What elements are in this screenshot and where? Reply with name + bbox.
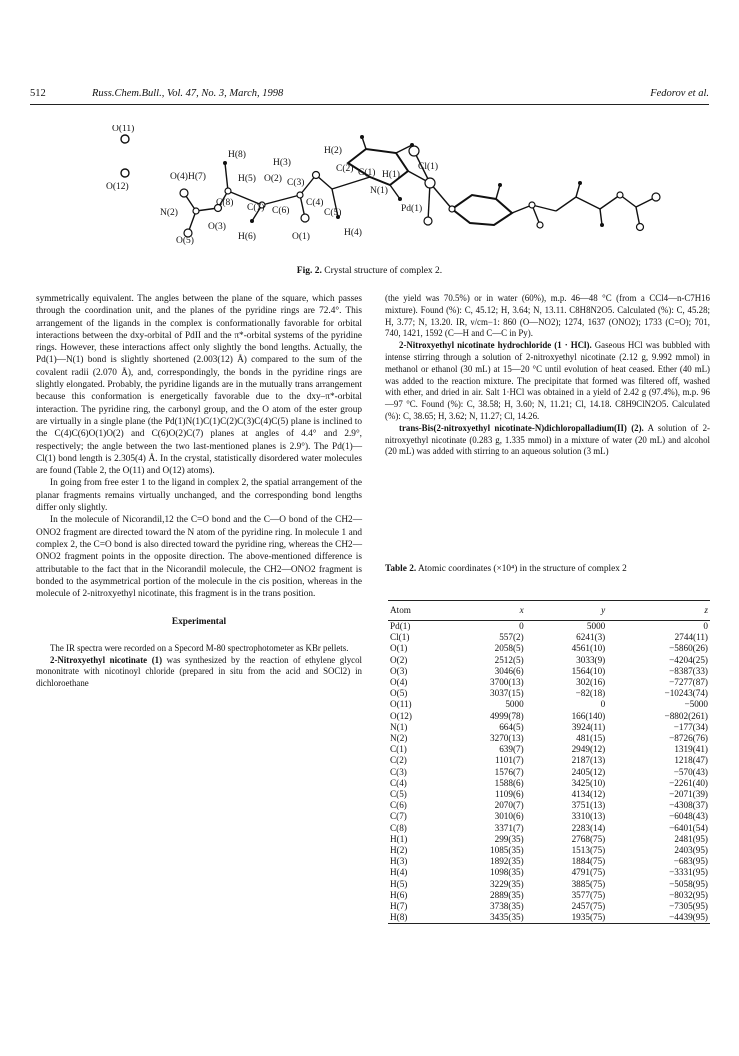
table-cell: O(5) bbox=[390, 688, 408, 699]
table-row bbox=[388, 621, 710, 633]
table-cell: 2283(14) bbox=[571, 822, 606, 833]
table-cell: 2744(11) bbox=[674, 632, 708, 643]
table-cell: −7305(95) bbox=[669, 901, 708, 912]
table-cell: 4999(78) bbox=[490, 710, 524, 721]
table-row bbox=[388, 755, 710, 766]
table-cell: 1884(75) bbox=[571, 856, 606, 867]
section-heading-experimental: Experimental bbox=[171, 617, 227, 628]
table-cell: 2058(5) bbox=[494, 643, 524, 654]
paragraph-text: A solution of 2-nitroxyethyl nicotinate (0.283 g, 1.335 mmol) in a mixture of water (20 mL) and alcohol (20 mL) was added with stirring to an aqueous solution (3 mL) bbox=[385, 422, 710, 457]
table-cell: H(1) bbox=[390, 833, 408, 844]
table-cell: −570(43) bbox=[673, 766, 708, 777]
table-cell: C(6) bbox=[390, 800, 407, 811]
table-row bbox=[388, 722, 710, 733]
table-cell: C(3) bbox=[390, 766, 407, 777]
right-column bbox=[385, 293, 710, 458]
label-c4: C(4) bbox=[306, 198, 324, 208]
table-cell: 3033(9) bbox=[576, 654, 606, 665]
table-cell: 2405(12) bbox=[571, 766, 606, 777]
table-cell: H(5) bbox=[390, 878, 408, 889]
table-row bbox=[388, 811, 710, 822]
table-cell: 1892(35) bbox=[490, 856, 524, 867]
table-cell: 3371(7) bbox=[494, 822, 524, 833]
table-cell: 3229(35) bbox=[490, 878, 524, 889]
label-c7: C(7) bbox=[247, 203, 265, 213]
table-cell: 4134(12) bbox=[571, 789, 606, 800]
molecule-drawing bbox=[100, 125, 680, 280]
table-cell: −2071(39) bbox=[669, 789, 708, 800]
table-cell: 0 bbox=[600, 699, 606, 710]
table-row bbox=[388, 767, 710, 778]
figure-caption-label: Fig. 2. bbox=[296, 266, 322, 276]
label-n2: N(2) bbox=[160, 208, 178, 218]
table-cell: −82(18) bbox=[575, 688, 606, 699]
table-cell: C(4) bbox=[390, 777, 407, 788]
atomic-coordinates-table bbox=[388, 600, 710, 924]
table-cell: H(2) bbox=[390, 845, 408, 856]
figure-caption bbox=[0, 266, 739, 276]
table-cell: C(5) bbox=[390, 789, 407, 800]
table-cell: 481(15) bbox=[576, 733, 606, 744]
paragraph: (the yield was 70.5%) or in water (60%), m.p. 46—48 °C (from a CCl4—n-C7H16 mixture). Found (%): C, 45.12; H, 3.64; N, 13.11. C8H8N2O5. Calculated (%): C, 45.28; H, 3.77; N, 13.20. IR, ν/cm−1: 860 (O—NO2); 1274, 1637 (ONO2); 1733 (C=O); 701, 740, 1421, 1592 (C—H and C—C in Py). bbox=[385, 293, 710, 339]
paragraph bbox=[385, 423, 710, 458]
table-cell: 3738(35) bbox=[490, 901, 524, 912]
left-column bbox=[36, 293, 362, 690]
label-h4: H(4) bbox=[344, 228, 362, 238]
table-cell: 1218(47) bbox=[674, 755, 708, 766]
table-cell: 1588(6) bbox=[494, 777, 524, 788]
label-h3: H(3) bbox=[273, 158, 291, 168]
label-h6: H(6) bbox=[238, 232, 256, 242]
table-cell: 3310(13) bbox=[571, 811, 606, 822]
paragraph: symmetrically equivalent. The angles between the plane of the square, which passes through the coordination unit, and the planes of the pyridine rings are 72.4°. This arrangement of the ligands in the complex is conformationally favorable for orbital interactions between the dxy-orbital of PdII and the π*-orbital systems of the pyridine rings. However, these interactions affect only slightly the bond lengths. Actually, the Pd(1)—N(1) bond is slightly shortened (2.003(12) Å) compared to the sum of the covalent radii (2.070 Å), and, correspondingly, the bonds in the pyridine rings are slightly elongated. Probably, the pyridine ligands are in the mutually trans arrangement because this conformation is energetically favorable due to the dxy–π*-orbital interaction. The pyridine ring, the carbonyl group, and the O atom of the ester group are virtually in a single plane (the Pd(1)N(1)C(1)C(2)C(3)C(4)C(5) plane is inclined to the C(4)C(6)O(1)O(2) and C(6)O(2)C(7) planes at angles of 4.4° and 2.9°, respectively; the angle between the two last-mentioned planes is 2.9°). The Pd(1)—Cl(1) bond length is 2.305(4) Å. In the crystal, statistically disordered water molecules are found (Table 2, the O(11) and O(12) atoms). bbox=[36, 294, 362, 477]
label-o11: O(11) bbox=[112, 125, 135, 134]
table-cell: 1319(41) bbox=[674, 744, 708, 755]
table-row bbox=[388, 643, 710, 654]
table-cell: O(3) bbox=[390, 665, 408, 676]
table-cell: −4204(25) bbox=[669, 654, 708, 665]
table-cell: −6048(43) bbox=[669, 811, 708, 822]
label-o4: O(4) bbox=[170, 172, 188, 182]
table-cell: −6401(54) bbox=[669, 822, 708, 833]
paragraph: In the molecule of Nicorandil,12 the C=O bond and the C—O bond of the CH2—ONO2 fragment are directed toward the N atom of the pyridine ring. In molecule 1 and complex 2, the C=O bond is also directed toward the pyridine ring, whereas the CH2—ONO2 fragment points in the opposite direction. The above-mentioned difference is attributable to the fact that in the Nicorandil molecule, the CH2—ONO2 fragment is bonded to the asymmetrical portion of the molecule in the cis position, whereas in the molecule of 2-nitroxyethyl nicotinate, this fragment is in the trans position. bbox=[36, 515, 362, 600]
table-row bbox=[388, 856, 710, 867]
table-cell: 3924(11) bbox=[571, 721, 606, 732]
table-cell: 664(5) bbox=[499, 721, 524, 732]
table-row bbox=[388, 800, 710, 811]
figure-crystal-structure bbox=[100, 125, 680, 280]
table-row bbox=[388, 834, 710, 845]
table-row bbox=[388, 733, 710, 744]
table-cell: 2403(95) bbox=[674, 845, 708, 856]
label-h8: H(8) bbox=[228, 150, 246, 160]
table-header-row bbox=[388, 601, 710, 621]
table-cell: C(7) bbox=[390, 811, 407, 822]
table-cell: 2457(75) bbox=[571, 901, 606, 912]
table-caption-label: Table 2. bbox=[385, 564, 417, 574]
table-caption bbox=[385, 563, 710, 575]
table-body bbox=[388, 621, 710, 924]
paragraph bbox=[385, 340, 710, 423]
table-cell: −8387(33) bbox=[669, 665, 708, 676]
figure-caption-text: Crystal structure of complex 2. bbox=[324, 266, 443, 276]
table-cell: 0 bbox=[519, 621, 524, 631]
table-cell: 3010(6) bbox=[494, 811, 524, 822]
table-cell: 1098(35) bbox=[490, 867, 524, 878]
table-row bbox=[388, 677, 710, 688]
table-row bbox=[388, 901, 710, 912]
table-cell: 302(16) bbox=[576, 677, 606, 688]
table-row bbox=[388, 823, 710, 834]
table-cell: 5000 bbox=[505, 699, 524, 710]
table-cell: C(8) bbox=[390, 822, 407, 833]
table-cell: −3331(95) bbox=[669, 867, 708, 878]
table-cell: 0 bbox=[703, 621, 708, 631]
table-cell: O(4) bbox=[390, 677, 408, 688]
table-cell: O(1) bbox=[390, 643, 408, 654]
table-cell: 2949(12) bbox=[571, 744, 606, 755]
table-row bbox=[388, 867, 710, 878]
table-cell: −683(95) bbox=[673, 856, 708, 867]
table-cell: 3577(75) bbox=[571, 889, 606, 900]
table-cell: 557(2) bbox=[499, 632, 524, 643]
table-caption-text: Atomic coordinates (×10⁴) in the structure of complex 2 bbox=[418, 564, 627, 574]
table-cell: O(11) bbox=[390, 699, 412, 710]
table-cell: 3046(6) bbox=[494, 665, 524, 676]
atom-o12 bbox=[121, 169, 129, 177]
column-header: Atom bbox=[388, 601, 444, 621]
label-h2: H(2) bbox=[324, 146, 342, 156]
table-row bbox=[388, 789, 710, 800]
paragraph-text: Gaseous HCl was bubbled with intense stirring through a solution of 2-nitroxyethyl nicotinate (2.12 g, 9.992 mmol) in methanol or ethanol (30 mL) at 15—20 °C until evolution of heat ceased. Ether (40 mL) was added to the reaction mixture. The precipitate that formed was filtered off, washed with ether, and dried in air. Salt 1·HCl was obtained in a yield of 2.42 g (97.4%), m.p. 96—97 °C. Found (%): C, 38.58; H, 3.60; N, 11.21; Cl, 14.18. C8H9ClN2O5. Calculated (%): C, 38.65; H, 3.62; N, 11.27; Cl, 14.26. bbox=[385, 340, 710, 421]
label-pd1: Pd(1) bbox=[401, 204, 423, 214]
paragraph bbox=[36, 655, 362, 690]
table-cell: −4308(37) bbox=[669, 800, 708, 811]
table-cell: Pd(1) bbox=[390, 621, 411, 631]
label-c3: C(3) bbox=[287, 178, 305, 188]
label-o1: O(1) bbox=[292, 232, 310, 242]
table-cell: 299(35) bbox=[494, 833, 524, 844]
table-cell: H(6) bbox=[390, 889, 408, 900]
table-cell: N(2) bbox=[390, 733, 408, 744]
table-cell: 3037(15) bbox=[490, 688, 524, 699]
table-cell: −2261(40) bbox=[669, 777, 708, 788]
table-cell: −5058(95) bbox=[669, 878, 708, 889]
table-cell: 3270(13) bbox=[490, 733, 524, 744]
table-cell: 1085(35) bbox=[490, 845, 524, 856]
table-cell: Cl(1) bbox=[390, 632, 410, 643]
table-row bbox=[388, 912, 710, 924]
table-cell: −4439(95) bbox=[607, 912, 710, 924]
label-cl1: Cl(1) bbox=[418, 162, 439, 172]
table-cell: 4791(75) bbox=[571, 867, 606, 878]
header-rule bbox=[30, 104, 709, 105]
running-authors: Fedorov et al. bbox=[650, 88, 709, 99]
table-row bbox=[388, 890, 710, 901]
label-h7: H(7) bbox=[188, 172, 206, 182]
label-o12: O(12) bbox=[106, 182, 129, 192]
table-cell: O(12) bbox=[390, 710, 412, 721]
table-row bbox=[388, 632, 710, 643]
label-o5: O(5) bbox=[176, 236, 194, 246]
label-c6: C(6) bbox=[272, 206, 290, 216]
table-row bbox=[388, 699, 710, 710]
table-cell: −10243(74) bbox=[664, 688, 708, 699]
table-cell: −8032(95) bbox=[669, 889, 708, 900]
table-cell: 2768(75) bbox=[571, 833, 606, 844]
atom-o11 bbox=[121, 135, 129, 143]
journal-reference: Russ.Chem.Bull., Vol. 47, No. 3, March, 1998 bbox=[92, 88, 284, 99]
compound-title: 2-Nitroxyethyl nicotinate (1) bbox=[50, 654, 163, 665]
table-row bbox=[388, 879, 710, 890]
table-cell: C(1) bbox=[390, 744, 407, 755]
table-cell: 2187(13) bbox=[571, 755, 606, 766]
table-cell: 1935(75) bbox=[526, 912, 608, 924]
table-cell: 4561(10) bbox=[571, 643, 606, 654]
compound-title: trans-Bis(2-nitroxyethyl nicotinate-N)dichloropalladium(II) (2). bbox=[399, 422, 644, 433]
table-cell: 166(140) bbox=[571, 710, 606, 721]
table-cell: 3425(10) bbox=[571, 777, 606, 788]
table-cell: 1564(10) bbox=[571, 665, 606, 676]
table-cell: −8726(76) bbox=[669, 733, 708, 744]
table-cell: N(1) bbox=[390, 721, 408, 732]
label-o2: O(2) bbox=[264, 174, 282, 184]
paragraph: In going from free ester 1 to the ligand in complex 2, the spatial arrangement of the planar fragments remains virtually unchanged, and the corresponding bond lengths differ only slightly. bbox=[36, 478, 362, 514]
table-row bbox=[388, 845, 710, 856]
table-row bbox=[388, 744, 710, 755]
column-header: z bbox=[607, 601, 710, 621]
column-header: y bbox=[526, 601, 608, 621]
table-cell: 5000 bbox=[586, 621, 606, 631]
table-cell: H(7) bbox=[390, 901, 408, 912]
table-cell: H(8) bbox=[388, 912, 444, 924]
label-o3: O(3) bbox=[208, 222, 226, 232]
table-row bbox=[388, 711, 710, 722]
table-cell: O(2) bbox=[390, 654, 408, 665]
table-cell: 1109(6) bbox=[494, 789, 524, 800]
label-h1: H(1) bbox=[382, 170, 400, 180]
table-cell: H(4) bbox=[390, 867, 408, 878]
table-cell: 1513(75) bbox=[571, 845, 606, 856]
table-cell: 3435(35) bbox=[444, 912, 526, 924]
table-cell: 2512(5) bbox=[494, 654, 524, 665]
table-cell: −5860(26) bbox=[669, 643, 708, 654]
table-cell: 3700(13) bbox=[490, 677, 524, 688]
table-cell: 6241(3) bbox=[576, 632, 606, 643]
table-cell: −7277(87) bbox=[669, 677, 708, 688]
table-cell: 2481(95) bbox=[674, 833, 708, 844]
label-c5: C(5) bbox=[324, 208, 342, 218]
table-cell: 639(7) bbox=[499, 744, 524, 755]
table-cell: 3751(13) bbox=[571, 800, 606, 811]
table-row bbox=[388, 666, 710, 677]
table-cell: −177(34) bbox=[673, 721, 708, 732]
table-cell: C(2) bbox=[390, 755, 407, 766]
table-cell: 2070(7) bbox=[494, 800, 524, 811]
table-cell: H(3) bbox=[390, 856, 408, 867]
table-cell: −8802(261) bbox=[664, 710, 708, 721]
label-n1: N(1) bbox=[370, 186, 388, 196]
page-number: 512 bbox=[30, 88, 46, 99]
label-c1: C(1) bbox=[358, 168, 376, 178]
table-cell: −5000 bbox=[684, 699, 708, 710]
table-row bbox=[388, 655, 710, 666]
table-cell: 3885(75) bbox=[571, 878, 606, 889]
table-row bbox=[388, 778, 710, 789]
label-h5: H(5) bbox=[238, 174, 256, 184]
column-header: x bbox=[444, 601, 526, 621]
label-c8: C(8) bbox=[216, 198, 234, 208]
table-cell: 1101(7) bbox=[494, 755, 524, 766]
paragraph: The IR spectra were recorded on a Specord M-80 spectrophotometer as KBr pellets. bbox=[50, 642, 349, 653]
compound-title: 2-Nitroxyethyl nicotinate hydrochloride (1 · HCl). bbox=[399, 340, 592, 351]
table-cell: 2889(35) bbox=[490, 889, 524, 900]
table-cell: 1576(7) bbox=[494, 766, 524, 777]
table-row bbox=[388, 688, 710, 699]
paragraph-text: was synthesized by the reaction of ethylene glycol mononitrate with nicotinoyl chloride (prepared in situ from the acid and SOCl2) in dichloroethane bbox=[36, 654, 362, 689]
label-c2: C(2) bbox=[336, 164, 354, 174]
